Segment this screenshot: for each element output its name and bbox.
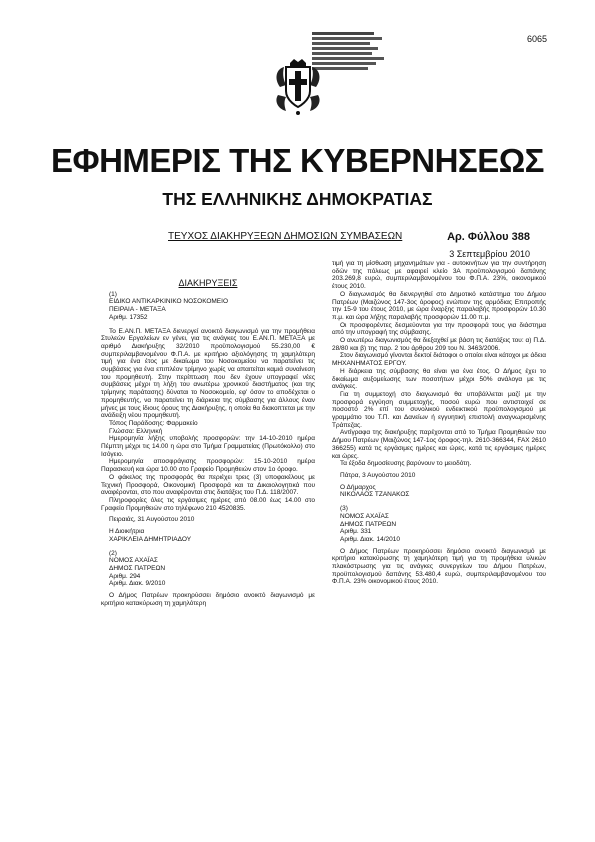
greek-coat-of-arms-icon (272, 57, 324, 117)
section-heading: ΔΙΑΚΗΡΥΞΕΙΣ (178, 278, 238, 288)
notice-ref: Αριθμ. 294 (109, 572, 141, 580)
gazette-title: ΕΦΗΜΕΡΙΣ ΤΗΣ ΚΥΒΕΡΝΗΣΕΩΣ (51, 142, 544, 179)
notice-paragraph: Ο φάκελος της προσφοράς θα περιέχει τρεις (3) υποφακέλους με Τεχνική Προσφορά, Οικονομική Προσφορά και τα Δικαιολογητικά που αναφέρονται, στο που αναφέρονται στις διατάξεις του Π.Δ. 118/2007. (101, 473, 315, 497)
notice-ref: Αριθμ. 17352 (109, 313, 148, 321)
notice-paragraph: Οι προσφορέντες δεσμεύονται για την προσφορά τους για διάστημα από την υπογραφή της σύμβασης. (332, 321, 546, 337)
gazette-subtitle: ΤΗΣ ΕΛΛΗΝΙΚΗΣ ΔΗΜΟΚΡΑΤΙΑΣ (162, 189, 433, 209)
notice-ref: Αριθμ. Διακ. 14/2010 (340, 535, 400, 543)
notice-org-line: ΔΗΜΟΣ ΠΑΤΡΕΩΝ (109, 564, 166, 572)
notice-ref: Αριθμ. Διακ. 9/2010 (109, 580, 166, 588)
notice-org-line: ΕΙΔΙΚΟ ΑΝΤΙΚΑΡΚΙΝΙΚΟ ΝΟΣΟΚΟΜΕΙΟ (109, 298, 229, 306)
notice-paragraph: Ο Δήμος Πατρέων προκηρύσσει δημόσιο ανοικτό διαγωνισμό με κριτήριο κατακύρωσης τη χαμηλότερη τιμή για τη προμήθεια υλικών πλακόστρωσης για τις ανάγκες συνεργείων του Δήμου Πατρέων, προϋπολογισμού δαπάνης 53.480,4 ευρώ, συμπεριλαμβανομένου του Φ.Π.Α. 23% οικονομικού έτους 2010. (332, 547, 546, 586)
signer-title: Ο Δήμαρχος (340, 483, 376, 491)
notice-paragraph: Για τη συμμετοχή στο διαγωνισμό θα υποβάλλεται μαζί με την προσφορά εγγύηση συμμετοχής, ποσού ευρώ που αντιστοιχεί σε ποσοστό 2% επί του συνολικού ενδεικτικού προϋπολογισμού με γραμμάτιο του Τ.Π. και Δανείων ή εγγυητική επιστολή αναγνωρισμένης Τράπεζας. (332, 390, 546, 429)
corner-note-logo (312, 32, 432, 72)
notice-paragraph: Αντίγραφα της διακήρυξης παρέχονται από το Τμήμα Προμηθειών του Δήμου Πατρέων (Μαιζώνος 147-1ος όροφος-τηλ. 2610-366344, FAX 2610 366255) κατά τις εργάσιμες ημέρες και ώρες, κατά τις εργάσιμες ημέρες και ώρες. (332, 429, 546, 460)
notice-paragraph: Ημερομηνία λήξης υποβολής προσφορών: την 14-10-2010 ημέρα Πέμπτη μέχρι τις 14.00 η ώρα στο Τμήμα Γραμματείας (Πρωτόκολλο) στο Ισόγειο. (101, 435, 315, 458)
notice-paragraph: Στον διαγωνισμό γίνονται δεκτοί διάτοφοι ο οποίοι είναι κάτοχοι με άδεια ΜΗΧΑΝΗΜΑΤΟΣ ΕΡΓΟΥ. (332, 352, 546, 368)
notice-paragraph: Τόπος Παράδοσης: Φαρμακείο (109, 419, 198, 427)
right-column (332, 260, 546, 586)
notice-number: (2) (109, 549, 117, 557)
signer-name: ΧΑΡΙΚΛΕΙΑ ΔΗΜΗΤΡΙΑΔΟΥ (109, 535, 192, 543)
notice-number: (1) (109, 290, 117, 298)
notice-number: (3) (340, 505, 348, 513)
notice-paragraph: Ημερομηνία αποσφράγισης προσφορών: 15-10-2010 ημέρα Παρασκευή και ώρα 10.00 στο Γραφείο Προμηθειών στον 1ο όροφο. (101, 458, 315, 474)
notice-paragraph: Τα έξοδα δημοσίευσης βαρύνουν το μειοδότη. (340, 460, 472, 468)
signer-name: ΝΙΚΟΛΑΟΣ ΤΖΑΝΑΚΟΣ (340, 491, 410, 499)
notice-paragraph: Η διάρκεια της σύμβασης θα είναι για ένα έτος. Ο Δήμος έχει το δικαίωμα αυξομείωσης των ποσοτήτων μέχρι 50% ανάλογα με τις ανάγκες. (332, 367, 546, 391)
issue-line (168, 230, 530, 244)
left-column (101, 260, 315, 607)
notice-ref: Αριθμ. 331 (340, 528, 372, 536)
notice-paragraph: Το Ε.ΑΝ.Π. ΜΕΤΑΞΑ διενεργεί ανοικτό διαγωνισμό για την προμήθεια Στυλεών Εργαλείων εν γένει, για τις ανάγκες του Ε.ΑΝ.Π. ΜΕΤΑΞΑ με αριθμό Διακήρυξης 32/2010 προϋπολογισμού 55.230,00 € συμπεριλαμβανομένου Φ.Π.Α. με κριτήριο αξιολόγησης τη χαμηλότερη τιμή για ένα έτος με δικαίωμα του Νοσοκομείου να παρατείνει τις συμβάσεις για ένα επιπλέον τρίμηνο χωρίς να απαιτείται καμιά συναίνεση του προμηθευτή. Στην περίπτωση που δεν έχουν υπογραφεί νέες συμβάσεις μέχρι τη λήξη του ανωτέρω χρονικού διαστήματος (και της τρίμηνης παράτασης) δύναται το Νοσοκομείο, εφ' όσον το αποδέχεται ο προμηθευτής, να παρατείνει τη διάρκεια της σύμβασης για άλλους έναν μήνες με τους ίδιους όρους της Διακήρυξης, η οποία θα διακοπτεται με την ανάδειξη νέου προμηθευτή. (101, 327, 315, 420)
signer-title: Η Διοικήτρια (109, 528, 145, 536)
issue-date: 3 Σεπτεμβρίου 2010 (449, 249, 530, 259)
notice-paragraph: Ο ανωτέρω διαγωνισμός θα διεξαχθεί με βάση τις διατάξεις του: α) Π.Δ. 28/80 και β) της παρ. 2 του άρθρου 209 του Ν. 3463/2006. (332, 337, 546, 352)
notice-org-line: ΝΟΜΟΣ ΑΧΑΪΑΣ (340, 512, 389, 520)
notice-paragraph: Πληροφορίες όλες τις εργάσιμες ημέρες από 08.00 έως 14.00 στο Γραφείο Προμηθειών στο τηλέφωνο 210 4520835. (101, 496, 315, 512)
notice-org-line: ΠΕΙΡΑΙΑ - ΜΕΤΑΞΑ (109, 306, 166, 314)
sheet-number: Αρ. Φύλλου 388 (447, 231, 530, 243)
issue-type: ΤΕΥΧΟΣ ΔΙΑΚΗΡΥΞΕΩΝ ΔΗΜΟΣΙΩΝ ΣΥΜΒΑΣΕΩΝ (168, 231, 403, 242)
notice-org-line: ΔΗΜΟΣ ΠΑΤΡΕΩΝ (340, 520, 397, 528)
place-date: Πειραιάς, 31 Αυγούστου 2010 (109, 516, 195, 524)
notice-org-line: ΝΟΜΟΣ ΑΧΑΪΑΣ (109, 557, 158, 565)
notice-paragraph: τιμή για τη μίσθωση μηχανημάτων για - αυτοκινήτων για την συντήρηση οδών της πόλεως με αφαιρεί κλείο 3Α προϋπολογισμού δαπάνης 203.269,8 ευρώ, συμπεριλαμβανομένου του Φ.Π.Α. 23%, οικονομικού έτους 2010. (332, 260, 546, 291)
place-date: Πάτρα, 3 Αυγούστου 2010 (340, 471, 416, 479)
notice-paragraph: Ο Δήμος Πατρέων προκηρύσσει δημόσιο ανοικτό διαγωνισμό με κριτήριο κατακύρωση τη χαμηλότερη (101, 592, 315, 607)
page-number: 6065 (526, 34, 547, 44)
notice-paragraph: Γλώσσα: Ελληνική (109, 427, 163, 435)
notice-paragraph: Ο διαγωνισμός θα διενεργηθεί στο Δημοτικό κατάστημα του Δήμου Πατρέων (Μαιζώνος 147-3ος όροφος) ενώπιον της αρμόδιας Επιτροπής την 15-9 του έτους 2010, με ώρα έναρξης παραλαβής προσφορών 10.30 π.μ. και ώρα λήξης παραλαβής προσφορών 11.00 π.μ. (332, 290, 546, 321)
